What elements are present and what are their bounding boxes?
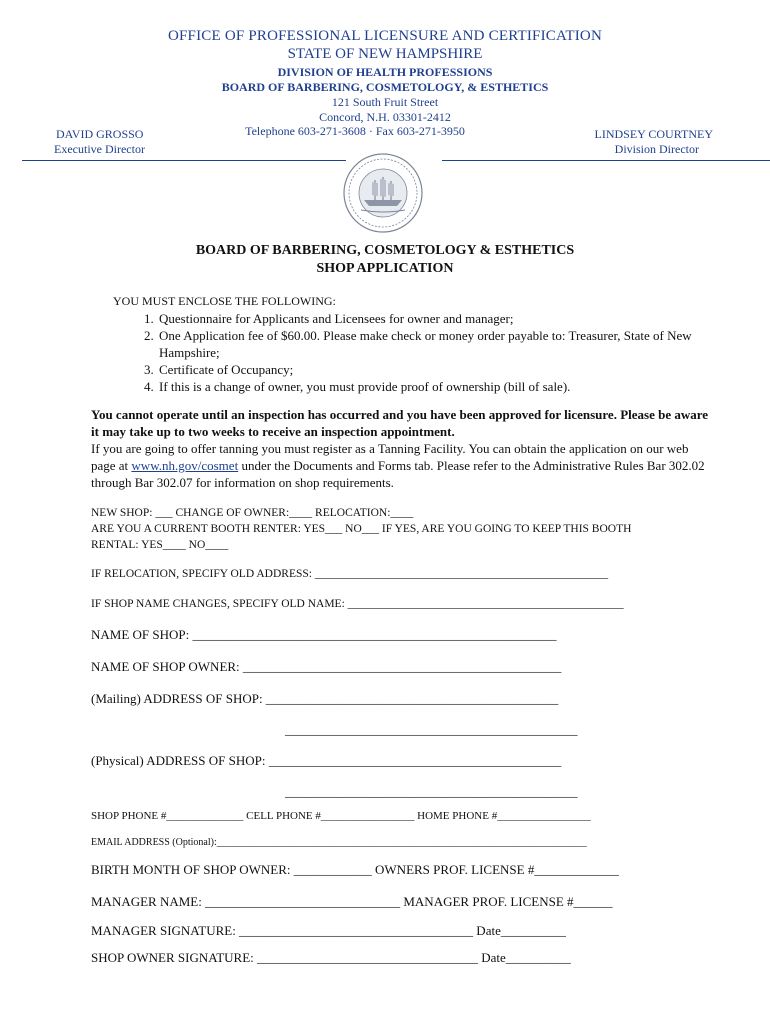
physical-address-field[interactable]: (Physical) ADDRESS OF SHOP: _____________________________________________ <box>91 753 562 768</box>
tanning-text: If you are going to offer tanning you must register as a Tanning Facility. You can obtain the application on our web page at <box>91 441 689 473</box>
notice-paragraph <box>91 406 711 491</box>
board-name: BOARD OF BARBERING, COSMETOLOGY, & ESTHETICS <box>221 80 549 94</box>
shop-name-field[interactable]: NAME OF SHOP: ________________________________________________________ <box>91 627 557 642</box>
division-director-title: Division Director <box>614 142 699 156</box>
booth-renter-line[interactable]: ARE YOU A CURRENT BOOTH RENTER: YES___ NO___ IF YES, ARE YOU GOING TO KEEP THIS BOOTH <box>91 523 632 535</box>
shop-owner-field[interactable]: NAME OF SHOP OWNER: _________________________________________________ <box>91 659 562 674</box>
division-name: DIVISION OF HEALTH PROFESSIONS <box>277 65 493 79</box>
state-name: STATE OF NEW HAMPSHIRE <box>287 46 483 62</box>
email-field[interactable]: EMAIL ADDRESS (Optional):__________________________________________________________________________ <box>91 837 587 848</box>
list-item: 4. If this is a change of owner, you must provide proof of ownership (bill of sale). <box>157 378 717 395</box>
rental-line[interactable]: RENTAL: YES____ NO____ <box>91 539 229 551</box>
phone-fields[interactable]: SHOP PHONE #______________ CELL PHONE #_________________ HOME PHONE #_________________ <box>91 810 591 822</box>
manager-name-field[interactable]: MANAGER NAME: ______________________________ MANAGER PROF. LICENSE #______ <box>91 894 613 909</box>
form-subtitle: SHOP APPLICATION <box>316 261 454 276</box>
cosmet-link[interactable]: www.nh.gov/cosmet <box>131 458 239 473</box>
new-shop-line[interactable]: NEW SHOP: ___ CHANGE OF OWNER:____ RELOCATION:____ <box>91 507 414 519</box>
mailing-address-field[interactable]: (Mailing) ADDRESS OF SHOP: _____________________________________________ <box>91 691 559 706</box>
division-director-name: LINDSEY COURTNEY <box>594 127 713 141</box>
header-rule-left <box>22 160 346 161</box>
inspection-warning: You cannot operate until an inspection has occurred and you have been approved for licensure. Please be aware it may take up to two weeks to receive an inspection appointment. <box>91 407 709 439</box>
list-item: 1. Questionnaire for Applicants and Licensees for owner and manager; <box>157 310 717 327</box>
executive-director <box>56 127 145 157</box>
list-item: 3. Certificate of Occupancy; <box>157 361 717 378</box>
manager-signature-field[interactable]: MANAGER SIGNATURE: ____________________________________ Date__________ <box>91 923 566 938</box>
division-director <box>595 127 714 157</box>
street-address: 121 South Fruit Street <box>331 95 439 109</box>
office-name: OFFICE OF PROFESSIONAL LICENSURE AND CERTIFICATION <box>167 28 602 44</box>
form-title: BOARD OF BARBERING, COSMETOLOGY & ESTHETICS <box>195 243 575 258</box>
enclose-heading: YOU MUST ENCLOSE THE FOLLOWING: <box>113 294 336 308</box>
physical-address-line2[interactable]: _____________________________________________ <box>285 784 578 799</box>
rules-text: under the Documents and Forms tab. Please refer to the Administrative Rules Bar 302.02 through Bar 302.07 for information on shop requirements. <box>91 458 705 490</box>
header-rule-right <box>442 160 770 161</box>
executive-director-name: DAVID GROSSO <box>56 127 144 141</box>
old-name-field[interactable]: IF SHOP NAME CHANGES, SPECIFY OLD NAME: ________________________________________________ <box>91 598 624 610</box>
birth-license-field[interactable]: BIRTH MONTH OF SHOP OWNER: ____________ OWNERS PROF. LICENSE #_____________ <box>91 862 619 877</box>
mailing-address-line2[interactable]: _____________________________________________ <box>285 722 578 737</box>
executive-director-title: Executive Director <box>54 142 145 156</box>
phone-fax: Telephone 603-271-3608 · Fax 603-271-3950 <box>245 124 465 138</box>
list-item: 2. One Application fee of $60.00. Please make check or money order payable to: Treasurer, State of New Hampshire; <box>157 327 717 361</box>
owner-signature-field[interactable]: SHOP OWNER SIGNATURE: __________________________________ Date__________ <box>91 950 571 965</box>
enclose-list <box>113 310 717 395</box>
state-seal-icon <box>342 152 424 234</box>
city-address: Concord, N.H. 03301-2412 <box>319 110 451 124</box>
relocation-field[interactable]: IF RELOCATION, SPECIFY OLD ADDRESS: ___________________________________________________ <box>91 568 609 580</box>
